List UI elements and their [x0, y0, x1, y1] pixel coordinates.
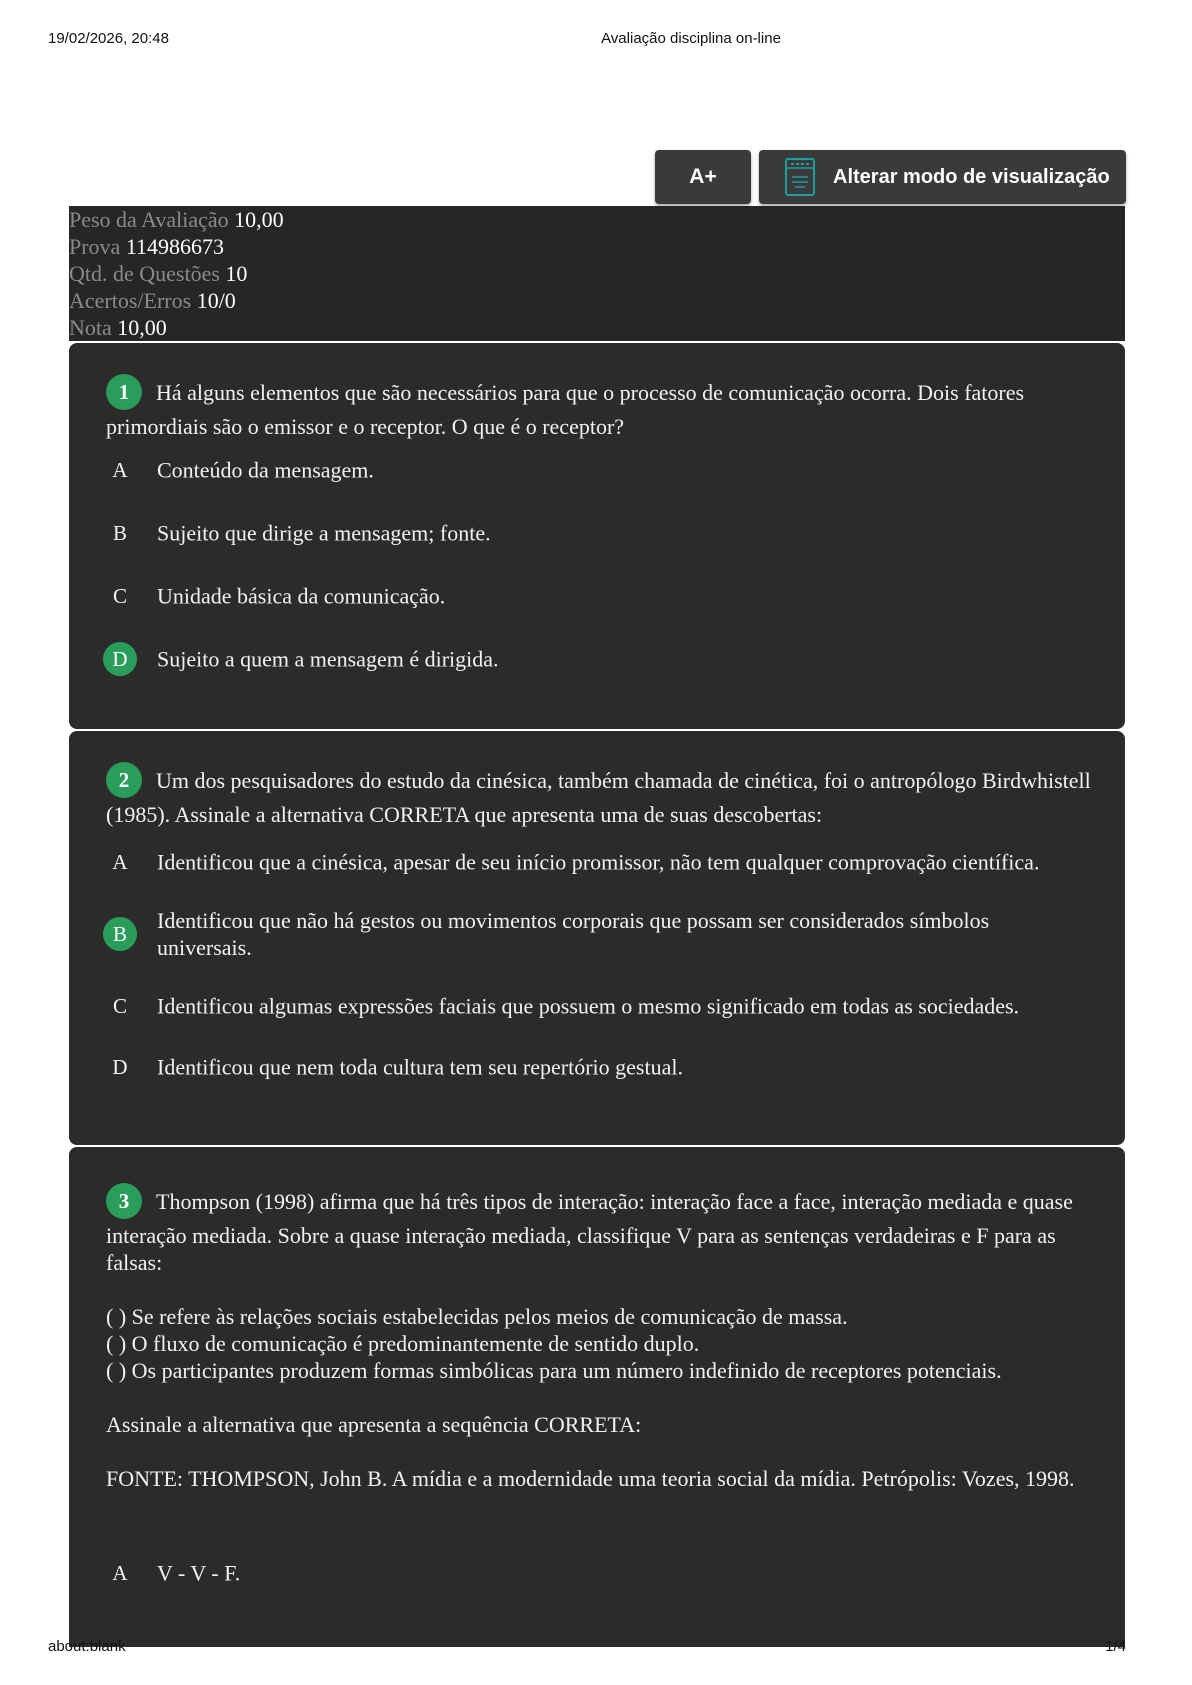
option-a[interactable]	[103, 1546, 1103, 1600]
document-view-icon	[785, 158, 815, 196]
question-statement: Um dos pesquisadores do estudo da cinésica, também chamada de cinética, foi o antropólogo Birdwhistell (1985). Assinale a alternativa CORRETA que apresenta uma de suas descobertas:	[106, 768, 1091, 827]
option-letter: C	[112, 994, 127, 1018]
option-d[interactable]	[103, 632, 1103, 686]
option-text: Identificou que não há gestos ou movimentos corporais que possam ser considerados símbolos universais.	[157, 908, 990, 960]
option-letter: A	[112, 458, 128, 482]
question-card-3	[69, 1147, 1125, 1647]
option-text: V - V - F.	[157, 1560, 241, 1586]
summary-row	[69, 260, 1125, 287]
question-text	[106, 377, 1096, 440]
question-statement: Thompson (1998) afirma que há três tipos de interação: interação face a face, interação mediada e quase interação mediada. Sobre a quase interação mediada, classifique V para as sentenças verdadeiras e F para as falsas:	[106, 1189, 1073, 1275]
summary-label: Prova	[69, 234, 121, 259]
question-card-1	[69, 343, 1125, 729]
change-view-mode-button[interactable]	[759, 150, 1126, 204]
font-size-button-label: A+	[689, 165, 717, 188]
question-number-badge: 1	[106, 374, 142, 410]
summary-label: Acertos/Erros	[69, 288, 192, 313]
print-header	[0, 30, 1192, 50]
evaluation-summary	[69, 206, 1125, 341]
option-d[interactable]	[103, 1040, 1103, 1094]
statement-item: ( ) Se refere às relações sociais estabelecidas pelos meios de comunicação de massa.	[106, 1304, 848, 1329]
option-letter: D	[112, 1055, 128, 1079]
option-letter: C	[112, 584, 127, 608]
option-text: Sujeito a quem a mensagem é dirigida.	[157, 646, 499, 672]
option-letter: A	[112, 850, 128, 874]
option-text: Identificou que nem toda cultura tem seu repertório gestual.	[157, 1054, 683, 1080]
option-c[interactable]	[103, 979, 1103, 1033]
option-a[interactable]	[103, 443, 1103, 497]
option-letter: B	[112, 521, 127, 545]
summary-row	[69, 287, 1125, 314]
print-title: Avaliação disciplina on-line	[601, 30, 781, 47]
print-footer	[0, 1638, 1192, 1658]
print-page-number: 1/4	[1105, 1638, 1126, 1655]
question-text	[106, 1186, 1096, 1492]
statement-list	[106, 1303, 1096, 1384]
summary-value: 114986673	[125, 234, 225, 259]
option-b[interactable]	[103, 907, 1103, 961]
option-text: Unidade básica da comunicação.	[157, 583, 446, 609]
question-source: FONTE: THOMPSON, John B. A mídia e a modernidade uma teoria social da mídia. Petrópolis: Vozes, 1998.	[106, 1466, 1075, 1491]
summary-label: Peso da Avaliação	[69, 207, 229, 232]
question-instruction: Assinale a alternativa que apresenta a sequência CORRETA:	[106, 1412, 642, 1437]
summary-value: 10,00	[117, 315, 167, 340]
option-letter-correct: B	[103, 917, 137, 951]
change-view-mode-label: Alterar modo de visualização	[833, 165, 1110, 188]
option-letter: A	[112, 1561, 128, 1585]
summary-label: Nota	[69, 315, 112, 340]
summary-label: Qtd. de Questões	[69, 261, 220, 286]
summary-value: 10,00	[234, 207, 284, 232]
question-card-2	[69, 731, 1125, 1145]
option-b[interactable]	[103, 506, 1103, 560]
summary-row	[69, 233, 1125, 260]
question-number-badge: 2	[106, 762, 142, 798]
question-number-badge: 3	[106, 1183, 142, 1219]
summary-row	[69, 314, 1125, 341]
option-letter-correct: D	[103, 642, 137, 676]
print-url: about:blank	[48, 1638, 126, 1655]
summary-value: 10/0	[196, 288, 236, 313]
statement-item: ( ) O fluxo de comunicação é predominantemente de sentido duplo.	[106, 1331, 700, 1356]
question-text	[106, 765, 1096, 828]
print-datetime: 19/02/2026, 20:48	[48, 30, 169, 47]
summary-row	[69, 206, 1125, 233]
option-text: Conteúdo da mensagem.	[157, 457, 374, 483]
question-statement: Há alguns elementos que são necessários para que o processo de comunicação ocorra. Dois fatores primordiais são o emissor e o receptor. O que é o receptor?	[106, 380, 1025, 439]
font-size-button[interactable]	[655, 150, 751, 204]
option-c[interactable]	[103, 569, 1103, 623]
option-text: Sujeito que dirige a mensagem; fonte.	[157, 520, 491, 546]
summary-value: 10	[225, 261, 248, 286]
option-text: Identificou algumas expressões faciais que possuem o mesmo significado em todas as sociedades.	[157, 993, 1020, 1019]
option-a[interactable]	[103, 835, 1103, 889]
option-text: Identificou que a cinésica, apesar de seu início promissor, não tem qualquer comprovação científica.	[157, 849, 1040, 875]
statement-item: ( ) Os participantes produzem formas simbólicas para um número indefinido de receptores potenciais.	[106, 1358, 1002, 1383]
